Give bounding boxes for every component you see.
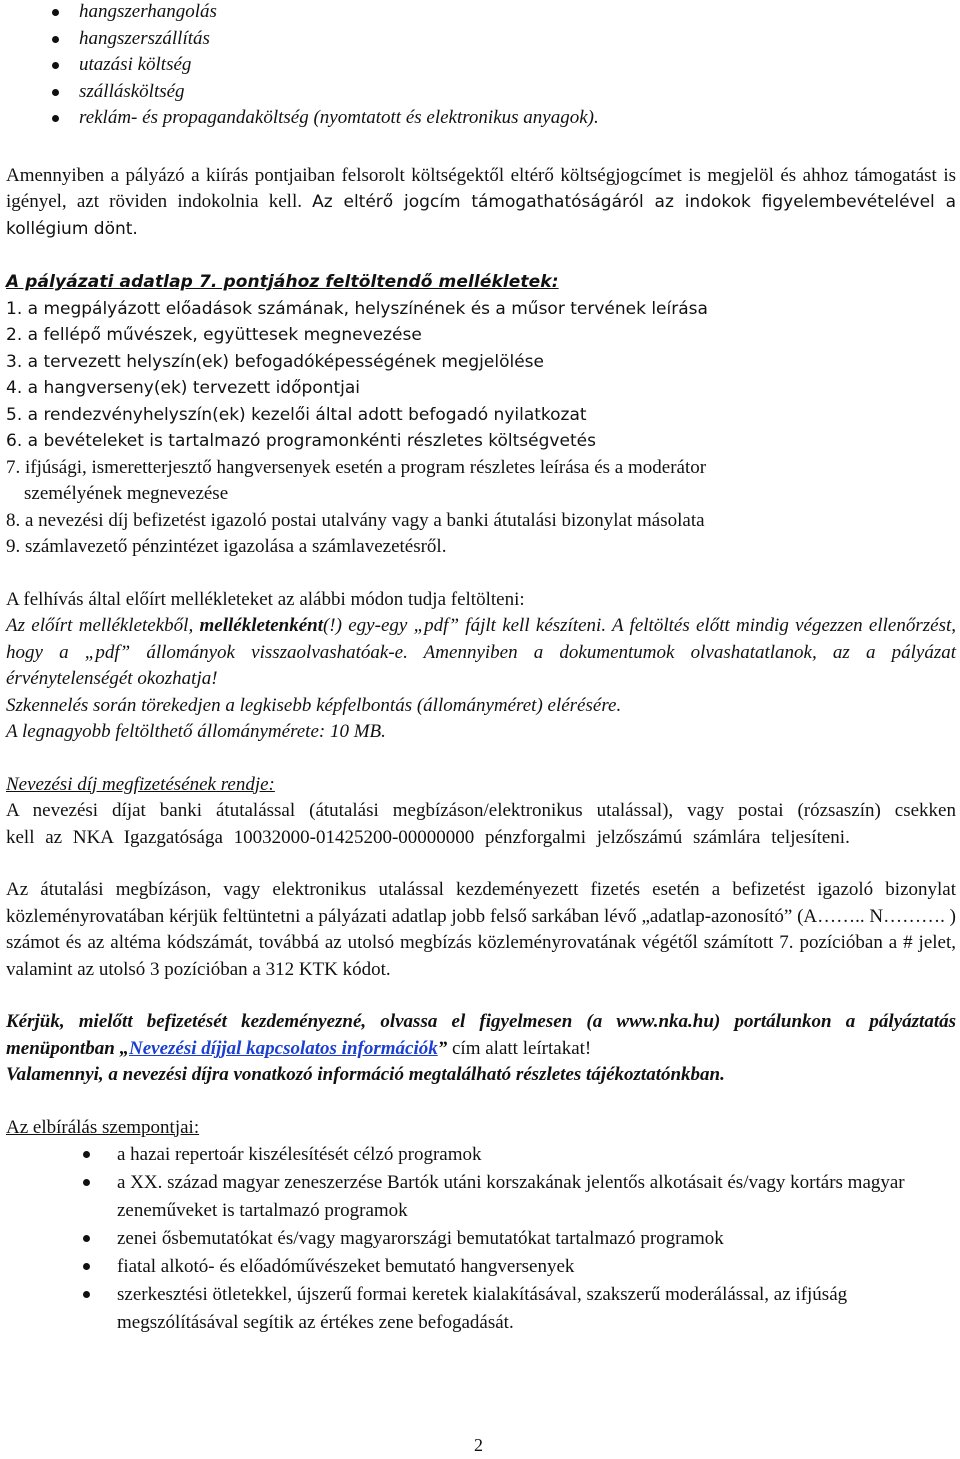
upload-intro: A felhívás által előírt mellékleteket az alábbi módon tudja feltölteni:	[6, 588, 525, 610]
fee-paragraph: A nevezési díjat banki átutalással (átutalási megbízáson/elektronikus utalással), vagy postai (rózsaszín) csekken kell az NKA Igazgatósága 10032000-01425200-00000000 pénzforgalmi jelzőszámú számlára teljesíteni.	[6, 800, 956, 848]
bullet-icon	[83, 1151, 90, 1158]
list-item: a hazai repertoár kiszélesítését célzó programok	[6, 1141, 956, 1169]
criteria-heading: Az elbírálás szempontjai:	[6, 1116, 200, 1138]
scan-note: Szkennelés során törekedjen a legkisebb képfelbontás (állományméret) elérésére.	[6, 694, 622, 716]
list-item: 2. a fellépő művészek, együttesek megnevezése	[6, 325, 422, 345]
list-item: 9. számlavezető pénzintézet igazolása a számlavezetésről.	[6, 536, 447, 557]
upload-rules: Az előírt mellékletekből, mellékletenként(!) egy-egy „pdf” fájlt kell készíteni. A feltöltés előtt mindig végezzen ellenőrzést, hogy a „pdf” állományok visszaolvashatóak-e. Amennyiben a dokumentumok olvashatatlanok, az a pályázat érvénytelenségét okozhatja!	[6, 615, 956, 689]
list-item: 5. a rendezvényhelyszín(ek) kezelői által adott befogadó nyilatkozat	[6, 404, 587, 425]
criteria-section	[6, 1115, 956, 1338]
list-item: zenei ősbemutatókat és/vagy magyarországi bemutatókat tartalmazó programok	[6, 1225, 956, 1253]
notice-paragraph: Kérjük, mielőtt befizetését kezdeményezné, olvassa el figyelmesen (a www.nka.hu) portálunkon a pályáztatás menüpontban „Nevezési díjjal kapcsolatos információk” cím alatt leírtakat!	[6, 1011, 956, 1059]
attachments-section-serif	[6, 455, 956, 561]
list-item: 4. a hangverseny(ek) tervezett időpontjai	[6, 378, 360, 398]
upload-instructions	[6, 587, 956, 746]
max-size-note: A legnagyobb feltölthető állománymérete: 10 MB.	[6, 721, 386, 742]
notice-line: Valamennyi, a nevezési díjra vonatkozó információ megtalálható részletes tájékoztatónkban.	[6, 1064, 725, 1085]
list-item: 6. a bevételeket is tartalmazó programonkénti részletes költségvetés	[6, 431, 596, 451]
attachments-heading: A pályázati adatlap 7. pontjához feltöltendő mellékletek:	[6, 272, 559, 292]
fee-heading: Nevezési díj megfizetésének rendje:	[6, 773, 275, 795]
list-item-continued: személyének megnevezése	[24, 483, 229, 504]
list-item: a XX. század magyar zeneszerzése Bartók utáni korszakának jelentős alkotásait és/vagy kortárs magyar zeneműveket is tartalmazó programok	[6, 1169, 956, 1225]
list-item: szerkesztési ötletekkel, újszerű formai keretek kialakításával, szakszerű moderálással, az ifjúság megszólításával segítik az értékes zene befogadását.	[6, 1281, 956, 1337]
list-item: 7. ifjúsági, ismeretterjesztő hangversenyek esetén a program részletes leírása és a moderátor	[6, 456, 707, 478]
cost-justification-paragraph: Amennyiben a pályázó a kiírás pontjaiban felsorolt költségektől eltérő költségjogcímet is megjelöl és ahhoz támogatást is igényel, azt röviden indokolnia kell. Az eltérő jogcím támogathatóságáról az indokok figyelembevételével a kollégium dönt.	[6, 164, 956, 239]
bullet-icon	[83, 1179, 90, 1186]
bullet-icon	[83, 1291, 90, 1298]
bullet-icon	[52, 62, 59, 69]
list-item: fiatal alkotó- és előadóművészeket bemutató hangversenyek	[6, 1253, 956, 1281]
list-item: utazási költség	[6, 52, 956, 79]
bullet-icon	[52, 36, 59, 43]
list-item: reklám- és propagandaköltség (nyomtatott és elektronikus anyagok).	[6, 105, 956, 132]
document-page	[6, 0, 956, 1337]
bullet-icon	[52, 89, 59, 96]
bullet-icon	[52, 115, 59, 122]
bullet-icon	[83, 1235, 90, 1242]
attachments-section	[6, 269, 956, 455]
fee-info-link[interactable]: Nevezési díjjal kapcsolatos információk	[129, 1037, 438, 1059]
list-item: hangszerhangolás	[6, 0, 956, 26]
fee-section	[6, 772, 956, 984]
cost-bullet-list	[6, 0, 956, 132]
bullet-icon	[52, 9, 59, 16]
list-item: szállásköltség	[6, 79, 956, 106]
criteria-list	[6, 1141, 956, 1337]
list-item: 3. a tervezett helyszín(ek) befogadóképességének megjelölése	[6, 351, 544, 372]
list-item: 8. a nevezési díj befizetést igazoló postai utalvány vagy a banki átutalási bizonylat másolata	[6, 509, 705, 531]
list-item: hangszerszállítás	[6, 26, 956, 53]
list-item: 1. a megpályázott előadások számának, helyszínének és a műsor tervének leírása	[6, 298, 708, 319]
notice-section	[6, 1009, 956, 1089]
bullet-icon	[83, 1263, 90, 1270]
transfer-paragraph: Az átutalási megbízáson, vagy elektronikus utalással kezdeményezett fizetés esetén a befizetést igazoló bizonylat közleményrovatában kérjük feltüntetni a pályázati adatlap jobb felső sarkában lévő „adatlap-azonosító” (A…….. N………. ) számot és az altéma kódszámát, továbbá az utolsó megbízás közleményrovatának végétől számított 7. pozícióban a # jelet, valamint az utolsó 3 pozícióban a 312 KTK kódot.	[6, 879, 956, 980]
page-number: 2	[474, 1435, 483, 1455]
